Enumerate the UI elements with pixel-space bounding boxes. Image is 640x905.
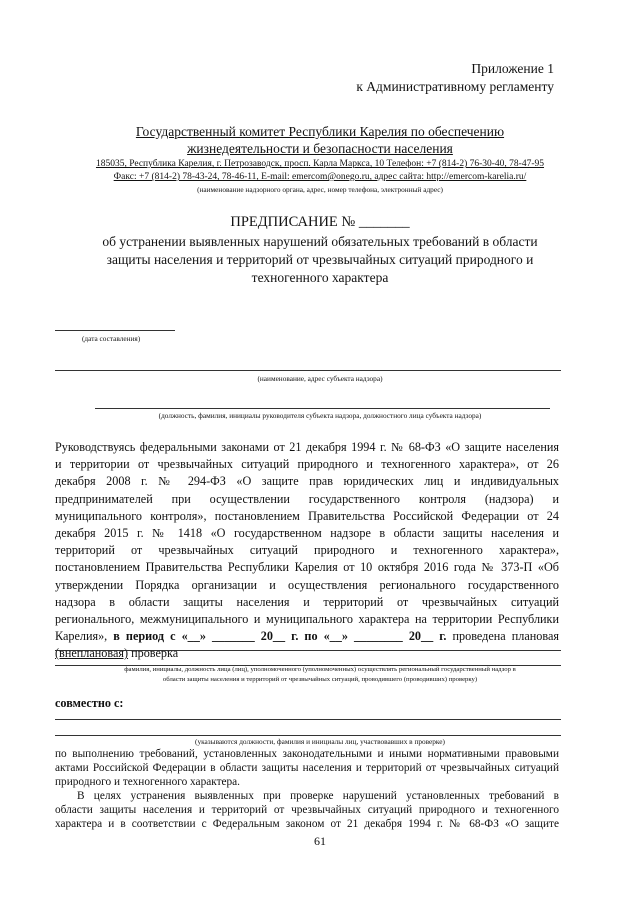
appendix-number: Приложение 1 — [471, 61, 554, 76]
subject-caption: (наименование, адрес субъекта надзора) — [257, 374, 383, 383]
prescription-subtitle-line2: защиты населения и территорий от чрезвычайных ситуаций природного и — [106, 252, 534, 267]
organization-name-line2: жизнедеятельности и безопасности населения — [187, 141, 453, 156]
period-line-start: Карелия», — [55, 629, 114, 644]
remedy-line: области защиты населения и территорий от чрезвычайных ситуаций природного и техногенного — [55, 804, 559, 817]
legal-basis-line: предпринимателей при осуществлении государственного контроля (надзора) и — [55, 491, 559, 506]
legal-basis-line: декабря 2008 г. № 294-ФЗ «О защите прав юридических лиц и индивидуальных — [55, 474, 559, 489]
remedy-line: В целях устранения выявленных при проверке нарушений установленных требований в — [77, 790, 559, 802]
inspector-field-line-1 — [55, 650, 561, 651]
legal-basis-line: и территории от чрезвычайных ситуаций природного и техногенного характера», от 26 — [55, 457, 559, 472]
legal-basis-line: регионального, межмуниципального и муниципального характера на территории Республики — [55, 611, 559, 626]
inspector-caption-line2: области защиты населения и территорий от чрезвычайных ситуаций, проводившего (проводивших) проверку) — [162, 676, 478, 683]
organization-caption: (наименование надзорного органа, адрес, номер телефона, электронный адрес) — [197, 185, 443, 194]
inspection-type-unplanned: (внеплановая) — [55, 646, 129, 661]
remedy-paragraph — [55, 789, 559, 832]
requirements-paragraph — [55, 747, 559, 790]
inspection-type-line — [55, 645, 559, 662]
legal-basis-line: муниципального контроля», постановлением Правительства Российской Федерации от 24 — [55, 508, 559, 523]
legal-basis-paragraph — [55, 439, 559, 662]
inspector-caption-line1: фамилия, инициалы, должность лица (лиц), уполномоченного (уполномоченных) осуществлять региональный государственный надзор в — [124, 666, 516, 673]
official-caption: (должность, фамилия, инициалы руководителя субъекта надзора, должностного лица субъекта надзора) — [158, 411, 482, 420]
participants-field-line-2 — [55, 735, 561, 736]
date-field-line — [55, 330, 175, 331]
page-number: 61 — [314, 834, 326, 848]
legal-basis-line: утверждении Порядка организации и осуществления регионального государственного — [55, 577, 559, 592]
requirements-line: природного и техногенного характера. — [55, 776, 241, 789]
inspection-type-rest: проверка — [128, 646, 179, 661]
legal-basis-line: декабря 2015 г. № 1418 «О государственном надзоре в области защиты населения и — [55, 525, 559, 540]
requirements-line: по выполнению требований, установленных законодательными и иными нормативными правовыми — [55, 748, 559, 760]
requirements-line: актами Российской Федерации в области защиты населения и территорий от чрезвычайных ситуаций — [55, 762, 559, 775]
legal-basis-line: территорий от чрезвычайных ситуаций природного и техногенного характера», — [55, 543, 559, 558]
appendix-reference: к Административному регламенту — [356, 79, 554, 94]
subject-field-line — [55, 370, 561, 371]
organization-name-line1: Государственный комитет Республики Карелия по обеспечению — [135, 124, 505, 139]
prescription-subtitle-line3: техногенного характера — [251, 270, 389, 285]
legal-basis-line: постановлением Правительства Республики Карелия от 10 октября 2016 года № 373-П «Об — [55, 560, 559, 575]
date-caption: (дата составления) — [82, 334, 141, 343]
official-field-line — [95, 408, 550, 409]
prescription-title: ПРЕДПИСАНИЕ № _______ — [230, 214, 410, 230]
organization-contacts-line2: Факс: +7 (814-2) 78-43-24, 78-46-11, E-mail: emercom@onego.ru, адрес сайта: http://emercom-karelia.ru/ — [113, 172, 527, 182]
jointly-label: совместно с: — [55, 696, 124, 710]
period-line-end: проведена плановая — [446, 629, 559, 644]
participants-field-line-1 — [55, 719, 561, 720]
legal-basis-line: Руководствуясь федеральными законами от 21 декабря 1994 г. № 68-ФЗ «О защите населения — [55, 440, 559, 454]
prescription-subtitle-line1: об устранении выявленных нарушений обязательных требований в области — [102, 234, 538, 249]
remedy-line: характера и в соответствии с Федеральным законом от 21 декабря 1994 г. № 68-ФЗ «О защите — [55, 818, 559, 831]
inspection-period: в период с «__» _______ 20__ г. по «__» ________ 20__ г. — [113, 629, 447, 644]
organization-address-line1: 185035, Республика Карелия, г. Петрозаводск, просп. Карла Маркса, 10 Телефон: +7 (814-2) 76-30-40, 78-47-95 — [95, 159, 545, 169]
legal-basis-line: надзора в области защиты населения и территорий от чрезвычайных ситуаций — [55, 594, 559, 609]
participants-caption: (указываются должности, фамилия и инициалы лиц, участвовавших в проверке) — [195, 737, 445, 746]
inspection-period-line — [55, 628, 559, 645]
